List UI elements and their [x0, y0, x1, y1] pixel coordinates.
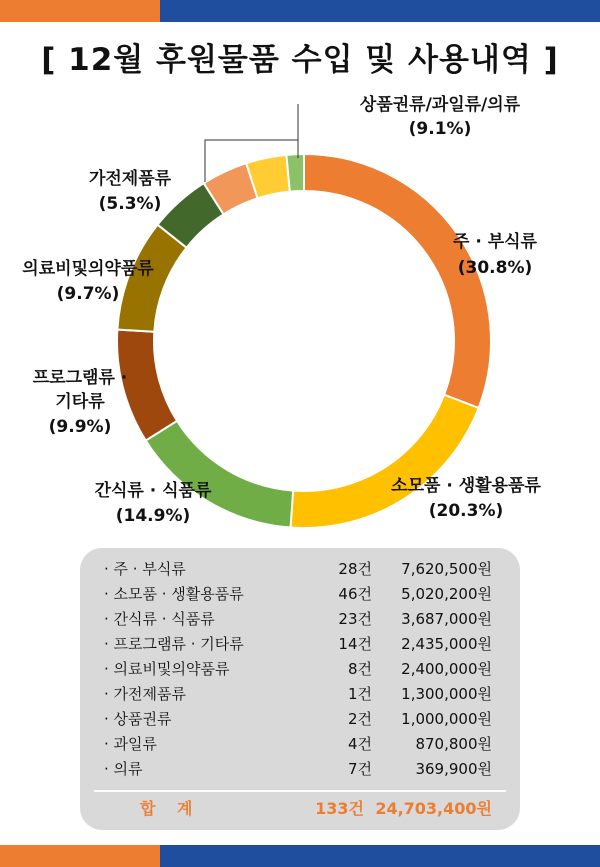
table-row [104, 706, 492, 731]
table-row [104, 681, 492, 706]
row-name: · 과일류 [104, 735, 158, 753]
row-count: 14건 [338, 635, 372, 653]
row-name: · 의료비및의약품류 [104, 660, 230, 678]
table-row [104, 631, 492, 656]
donut-slices [117, 154, 491, 528]
row-amount: 2,400,000원 [401, 660, 492, 678]
label-slice-3-line2: 기타류 [55, 392, 105, 412]
label-slice-0-pct: (30.8%) [457, 258, 533, 278]
row-count: 4건 [347, 735, 372, 753]
row-amount: 870,800원 [415, 735, 492, 753]
row-amount: 3,687,000원 [401, 610, 492, 628]
label-slice-5: 가전제품류 [88, 169, 172, 189]
row-count: 28건 [338, 560, 372, 578]
row-count: 8건 [347, 660, 372, 678]
bottom-bar-orange [0, 845, 160, 867]
table-row [104, 581, 492, 606]
label-combined: 상품권류/과일류/의류 [359, 95, 521, 115]
label-slice-5-pct: (5.3%) [98, 194, 162, 214]
summary-table [104, 556, 492, 781]
label-slice-4: 의료비및의약품류 [22, 259, 154, 279]
summary-panel [80, 548, 520, 830]
row-amount: 1,000,000원 [401, 710, 492, 728]
row-count: 2건 [347, 710, 372, 728]
row-count: 46건 [338, 585, 372, 603]
label-slice-2-pct: (14.9%) [115, 506, 191, 526]
table-row [104, 556, 492, 581]
row-name: · 간식류 · 식품류 [104, 610, 215, 628]
row-name: · 소모품 · 생활용품류 [104, 585, 244, 603]
row-name: · 의류 [104, 760, 143, 778]
row-amount: 5,020,200원 [401, 585, 492, 603]
row-amount: 2,435,000원 [401, 635, 492, 653]
table-row [104, 731, 492, 756]
total-amount: 24,703,400원 [375, 799, 492, 818]
table-row [104, 756, 492, 781]
row-amount: 1,300,000원 [401, 685, 492, 703]
total-label: 합 계 [140, 799, 201, 818]
row-name: · 프로그램류 · 기타류 [104, 635, 244, 653]
row-amount: 369,900원 [415, 760, 492, 778]
label-slice-4-pct: (9.7%) [56, 284, 120, 304]
row-count: 23건 [338, 610, 372, 628]
table-row [104, 656, 492, 681]
label-combined-pct: (9.1%) [408, 119, 472, 139]
table-row [104, 606, 492, 631]
label-slice-1-pct: (20.3%) [428, 501, 504, 521]
label-slice-3-line1: 프로그램류 · [32, 368, 128, 388]
label-slice-1: 소모품 · 생활용품류 [391, 476, 541, 496]
row-name: · 주 · 부식류 [104, 560, 186, 578]
row-name: · 가전제품류 [104, 685, 186, 703]
row-amount: 7,620,500원 [401, 560, 492, 578]
page-title: [ 12월 후원물품 수입 및 사용내역 ] [41, 42, 559, 78]
label-slice-0: 주 · 부식류 [453, 232, 537, 252]
row-name: · 상품권류 [104, 710, 172, 728]
label-slice-3-pct: (9.9%) [48, 417, 112, 437]
bottom-bar-blue [160, 845, 600, 867]
summary-divider [94, 790, 506, 792]
row-count: 7건 [347, 760, 372, 778]
bottom-color-bar [0, 845, 600, 867]
donut-slice-8 [286, 154, 304, 192]
label-slice-2: 간식류 · 식품류 [94, 481, 212, 501]
total-count: 133건 [315, 799, 364, 818]
donut-slice-0 [304, 154, 491, 408]
row-count: 1건 [347, 685, 372, 703]
